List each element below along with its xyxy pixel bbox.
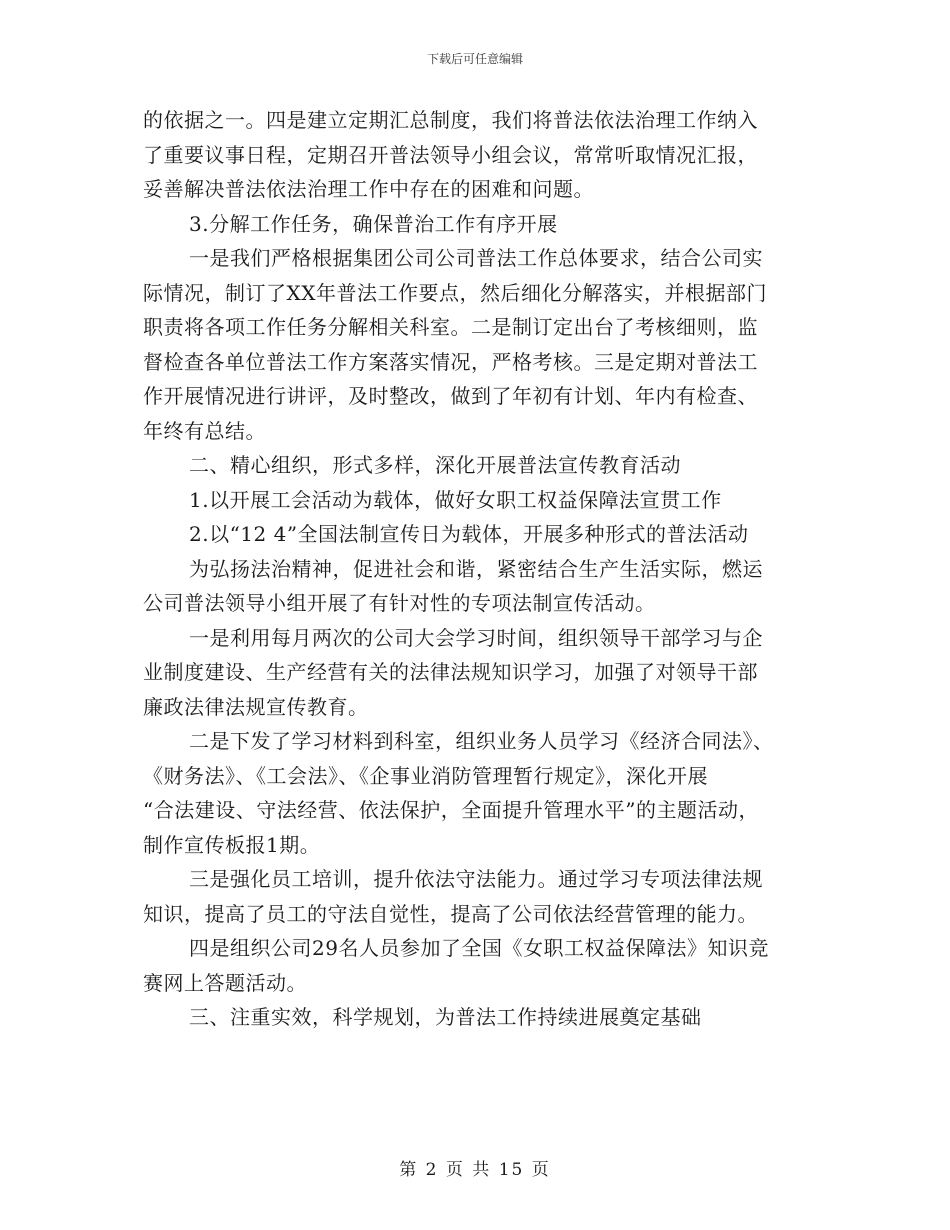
- text-line: 二、精心组织，形式多样，深化开展普法宣传教育活动: [189, 453, 681, 477]
- text-line: 职责将各项工作任务分解相关科室。二是制订定出台了考核细则，监: [143, 315, 758, 339]
- text-line: 知识，提高了员工的守法自觉性，提高了公司依法经营管理的能力。: [143, 901, 758, 926]
- text-line: 3.分解工作任务，确保普治工作有序开展: [189, 211, 558, 236]
- text-line: 制作宣传板报1期。: [143, 832, 321, 857]
- text-line: 廉政法律法规宣传教育。: [143, 694, 369, 719]
- text-line: 了重要议事日程，定期召开普法领导小组会议，常常听取情况汇报，: [143, 142, 758, 167]
- text-line: 2.以“12 4”全国法制宣传日为载体，开展多种形式的普法活动: [189, 522, 749, 546]
- text-line: 四是组织公司29名人员参加了全国《女职工权益保障法》知识竞: [189, 936, 769, 960]
- text-line: 作开展情况进行讲评，及时整改，做到了年初有计划、年内有检查、: [143, 384, 758, 408]
- text-line: 为弘扬法治精神，促进社会和谐，紧密结合生产生活实际，燃运: [189, 556, 763, 581]
- text-line: 际情况，制订了XX年普法工作要点，然后细化分解落实，并根据部门: [143, 280, 767, 305]
- text-line: 督检查各单位普法工作方案落实情况，严格考核。三是定期对普法工: [143, 349, 758, 374]
- text-line: 一是利用每月两次的公司大会学习时间，组织领导干部学习与企: [189, 625, 763, 650]
- page-footer: 第 2 页 共 15 页: [399, 1160, 551, 1180]
- text-line: “合法建设、守法经营、依法保护，全面提升管理水平”的主题活动，: [143, 798, 759, 822]
- text-line: 1.以开展工会活动为载体，做好女职工权益保障法宣贯工作: [189, 487, 722, 512]
- text-line: 三、注重实效，科学规划，为普法工作持续进展奠定基础: [189, 1005, 702, 1029]
- text-line: 的依据之一。四是建立定期汇总制度，我们将普法依法治理工作纳入: [143, 108, 758, 132]
- text-line: 年终有总结。: [143, 418, 266, 443]
- document-body: [143, 103, 803, 1035]
- text-line: 二是下发了学习材料到科室，组织业务人员学习《经济合同法》、: [189, 729, 774, 753]
- text-line: 公司普法领导小组开展了有针对性的专项法制宣传活动。: [143, 591, 656, 615]
- text-line: 业制度建设、生产经营有关的法律法规知识学习，加强了对领导干部: [143, 660, 758, 684]
- text-line: 三是强化员工培训，提升依法守法能力。通过学习专项法律法规: [189, 867, 763, 891]
- text-line: 妥善解决普法依法治理工作中存在的困难和问题。: [143, 177, 594, 201]
- text-line: 赛网上答题活动。: [143, 970, 307, 995]
- page-header: 下载后可任意编辑: [426, 52, 523, 66]
- text-line: 一是我们严格根据集团公司公司普法工作总体要求，结合公司实: [189, 246, 763, 270]
- text-line: 《财务法》、《工会法》、《企事业消防管理暂行规定》，深化开展: [143, 763, 708, 788]
